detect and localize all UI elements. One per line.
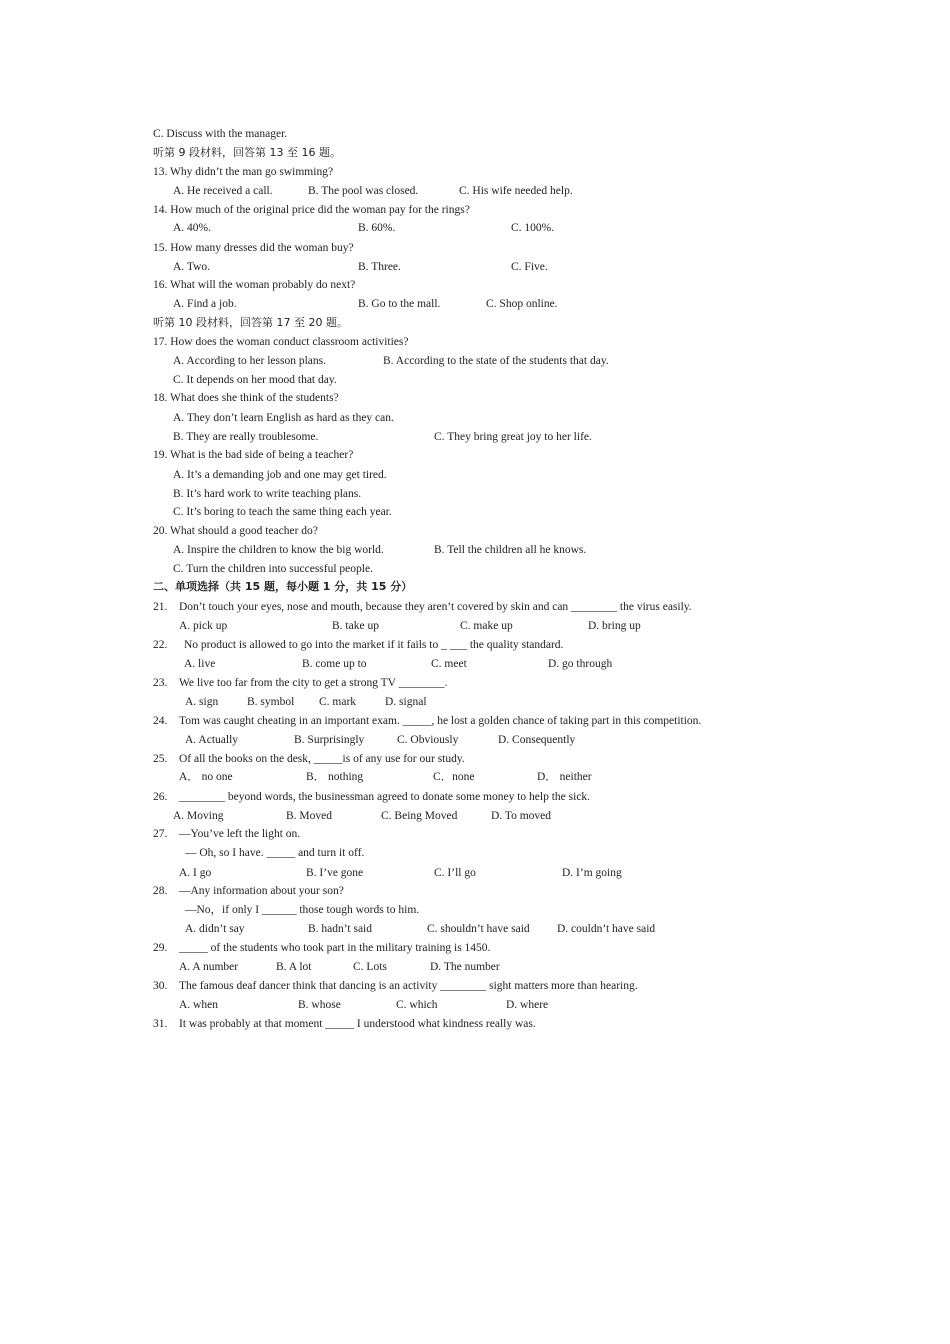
q28-option-b: B. hadn’t said xyxy=(308,923,372,935)
question-28: —Any information about your son? xyxy=(179,885,344,897)
q16-option-a: A. Find a job. xyxy=(173,298,237,310)
q16-option-c: C. Shop online. xyxy=(486,298,558,310)
question-21: Don’t touch your eyes, nose and mouth, because they aren’t covered by skin and can ________ the virus easily. xyxy=(179,601,692,613)
q21-number: 21. xyxy=(153,601,168,613)
section-note-10: 听第 10 段材料，回答第 17 至 20 题。 xyxy=(153,316,348,329)
q20-option-a: A. Inspire the children to know the big world. xyxy=(173,544,384,556)
q15-option-b: B. Three. xyxy=(358,261,401,273)
q18-option-a: A. They don’t learn English as hard as they can. xyxy=(173,412,394,424)
q28-reply: —No，if only I ______ those tough words to him. xyxy=(185,904,420,916)
q17-option-a: A. According to her lesson plans. xyxy=(173,355,326,367)
q21-option-d: D. bring up xyxy=(588,620,641,632)
q26-option-a: A. Moving xyxy=(173,810,224,822)
q29-option-b: B. A lot xyxy=(276,961,312,973)
q25-option-d: D． neither xyxy=(537,771,592,783)
q13-option-b: B. The pool was closed. xyxy=(308,185,419,197)
q23-option-c: C. mark xyxy=(319,696,357,708)
question-16: 16. What will the woman probably do next? xyxy=(153,279,356,291)
q28-number: 28. xyxy=(153,885,168,897)
q21-option-c: C. make up xyxy=(460,620,513,632)
question-19: 19. What is the bad side of being a teacher? xyxy=(153,449,354,461)
q25-number: 25. xyxy=(153,753,168,765)
q28-option-a: A. didn’t say xyxy=(185,923,245,935)
q28-option-d: D. couldn’t have said xyxy=(557,923,656,935)
q21-option-b: B. take up xyxy=(332,620,379,632)
q22-option-c: C. meet xyxy=(431,658,467,670)
q14-option-c: C. 100%. xyxy=(511,222,555,234)
q15-option-c: C. Five. xyxy=(511,261,548,273)
q27-option-d: D. I’m going xyxy=(562,867,622,879)
q27-option-a: A. I go xyxy=(179,867,212,879)
question-20: 20. What should a good teacher do? xyxy=(153,525,318,537)
question-23: We live too far from the city to get a strong TV ________. xyxy=(179,677,448,689)
q20-option-c: C. Turn the children into successful people. xyxy=(173,563,373,575)
q30-option-b: B. whose xyxy=(298,999,341,1011)
q30-option-d: D. where xyxy=(506,999,549,1011)
q23-option-d: D. signal xyxy=(385,696,427,708)
q15-option-a: A. Two. xyxy=(173,261,210,273)
q18-option-b: B. They are really troublesome. xyxy=(173,431,319,443)
q26-option-d: D. To moved xyxy=(491,810,551,822)
q31-number: 31. xyxy=(153,1018,168,1030)
q25-option-b: B． nothing xyxy=(306,771,364,783)
q23-option-a: A. sign xyxy=(185,696,219,708)
q22-option-b: B. come up to xyxy=(302,658,367,670)
question-31: It was probably at that moment _____ I understood what kindness really was. xyxy=(179,1018,536,1030)
q22-option-a: A. live xyxy=(184,658,216,670)
q17-option-b: B. According to the state of the students that day. xyxy=(383,355,609,367)
q13-option-a: A. He received a call. xyxy=(173,185,273,197)
question-17: 17. How does the woman conduct classroom activities? xyxy=(153,336,409,348)
q26-number: 26. xyxy=(153,791,168,803)
q25-option-c: C．none xyxy=(433,771,475,783)
q29-option-c: C. Lots xyxy=(353,961,387,973)
q29-option-d: D. The number xyxy=(430,961,500,973)
q30-option-c: C. which xyxy=(396,999,438,1011)
q30-number: 30. xyxy=(153,980,168,992)
question-30: The famous deaf dancer think that dancing is an activity ________ sight matters more than hearing. xyxy=(179,980,638,992)
q17-option-c: C. It depends on her mood that day. xyxy=(173,374,337,386)
q23-number: 23. xyxy=(153,677,168,689)
q26-option-c: C. Being Moved xyxy=(381,810,458,822)
q24-number: 24. xyxy=(153,715,168,727)
question-18: 18. What does she think of the students? xyxy=(153,392,339,404)
q26-option-b: B. Moved xyxy=(286,810,332,822)
q16-option-b: B. Go to the mall. xyxy=(358,298,441,310)
q22-number: 22. xyxy=(153,639,168,651)
q19-option-a: A. It’s a demanding job and one may get tired. xyxy=(173,469,387,481)
q13-option-c: C. His wife needed help. xyxy=(459,185,573,197)
q14-option-b: B. 60%. xyxy=(358,222,396,234)
question-29: _____ of the students who took part in the military training is 1450. xyxy=(179,942,491,954)
question-24: Tom was caught cheating in an important exam. _____, he lost a golden chance of taking part in this competition. xyxy=(179,715,702,727)
q27-option-c: C. I’ll go xyxy=(434,867,476,879)
q24-option-c: C. Obviously xyxy=(397,734,459,746)
question-26: ________ beyond words, the businessman agreed to donate some money to help the sick. xyxy=(179,791,591,803)
question-13: 13. Why didn’t the man go swimming? xyxy=(153,166,334,178)
q29-number: 29. xyxy=(153,942,168,954)
q27-option-b: B. I’ve gone xyxy=(306,867,364,879)
q27-number: 27. xyxy=(153,828,168,840)
question-25: Of all the books on the desk, _____is of any use for our study. xyxy=(179,753,465,765)
question-27: —You’ve left the light on. xyxy=(179,828,301,840)
q28-option-c: C. shouldn’t have said xyxy=(427,923,530,935)
q21-option-a: A. pick up xyxy=(179,620,228,632)
q24-option-b: B. Surprisingly xyxy=(294,734,365,746)
section-heading-single-choice: 二、单项选择（共 15 题，每小题 1 分，共 15 分） xyxy=(153,580,413,593)
question-22: No product is allowed to go into the market if it fails to _ ___ the quality standard. xyxy=(184,639,564,651)
question-14: 14. How much of the original price did the woman pay for the rings? xyxy=(153,204,470,216)
q23-option-b: B. symbol xyxy=(247,696,295,708)
section-note-9: 听第 9 段材料，回答第 13 至 16 题。 xyxy=(153,146,341,159)
q24-option-a: A. Actually xyxy=(185,734,239,746)
q27-reply: — Oh, so I have. _____ and turn it off. xyxy=(185,847,365,859)
q19-option-b: B. It’s hard work to write teaching plans. xyxy=(173,488,362,500)
q18-option-c: C. They bring great joy to her life. xyxy=(434,431,592,443)
q25-option-a: A． no one xyxy=(179,771,233,783)
line-l01: C. Discuss with the manager. xyxy=(153,128,288,140)
q30-option-a: A. when xyxy=(179,999,218,1011)
q20-option-b: B. Tell the children all he knows. xyxy=(434,544,587,556)
question-15: 15. How many dresses did the woman buy? xyxy=(153,242,354,254)
q22-option-d: D. go through xyxy=(548,658,613,670)
q19-option-c: C. It’s boring to teach the same thing each year. xyxy=(173,506,392,518)
q29-option-a: A. A number xyxy=(179,961,239,973)
q24-option-d: D. Consequently xyxy=(498,734,576,746)
q14-option-a: A. 40%. xyxy=(173,222,212,234)
